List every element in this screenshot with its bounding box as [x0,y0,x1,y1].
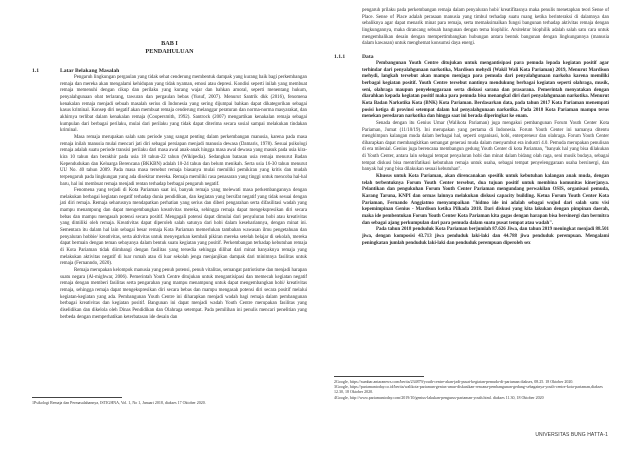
section-heading-1-1 [32,68,307,75]
footnote-divider [32,397,122,398]
chapter-label: BAB I [161,40,178,47]
paragraph: Pembangunan Youth Centre ditujukan untuk mengantisipasi para pemuda lepada kegiatan positif agar terhindar dari penyalahgunaan narkotika, Mardison mehydi (Wakil Wali Kota Pariaman) 2019, Menurut Mardison mehydi, langkah tersebut akan mampu menjaga para pemuda dari penyalahgunaan narkoba karena memiliki berbagai kegiatan positif. Youth Centre tersebut nantinya mendukung berbagai kegiatan seperti olahraga, musik, seni, olahraga maupun penyelenggaraan serta diskusi sarana dan prasarana. Pemerintah menyatakan dengan diarahkan kepada kegiatan positif maka para pemuda bisa menangkal diri dari penyalahgunaan narkotika. Menurut Kota Badan Narkotika Kota (BNK) Kota Pariaman. Berdasarkan data, pada tahun 2017 Kota Pariaman menempati posisi ketiga di provinsi setempat dalam hal penyalahgunaan narkotika. Pada 2018 Kota Pariaman mampu terus menekan peredaran narkotika dan hingga saat ini berada diperingkat ke enam. [362,60,609,120]
footnotes-right [334,373,609,400]
paragraph: Pada tahun 2018 penduduk Kota Pariaman berjumlah 87.626 Jiwa, dan tahun 2019 meningkat menjadi 88.501 jiwa, dengan komposisi 43.713 jiwa penduduk laki-laki dan 44.788 jiwa penduduk perempuan. Mengalami peningkatan jumlah penduduk laki-laki dan penduduk perempuan diperoleh sex [362,227,609,246]
section-title: Latar Belakang Masalah [60,68,120,74]
paragraph: Pengaruh lingkungan pergaulan yang tidak sehat cenderung membentuk dampak yang kurang baik bagi perkembangan remaja dan mereka akan mengalami kehidupan yang tidak nyaman, emosi atau depresi. Kondisi seperti inilah yang membuat remaja memenuhi dengan cikup dan perilaku yang kurang wajar dan bahkan amoral, seperti menentang hukum, penyalahgunaan obat terlarang, tawuran dan pergaulan bebas (Yusuf, 2007). Menurut Santrik dkk (2016), fenomena kenakalan remaja menjadi sebuah masalah serius di Indonesia yang sering dijumpai bahkan dapat dikategorikan sebagai kasus kriminal. Konsep diri negatif akan membuat remaja cenderung melanggar peraturan dan norma-norma masyarakat, dan akhirnya terlibat dalam kenakalan remaja (Coopersmith, 1992). Santrock (2007) mengartikan kenakalan remaja sebagai kumpulan dari berbagai perilaku, mulai dari perilaku yang tidak dapat diterima secara sosial sampai melakukan tindakan kriminal. [60,75,307,134]
footnote-divider [334,376,424,377]
footnote: 4Google, http://www.pariamantoday.com/2019/10/genius-lakukan-pengurus-pariaman-youth.html. diakses 11.30, 18 Oktober 2020 [334,394,544,400]
paragraph: Masa remaja merupakan salah satu periode yang sangat penting dalam perkembangan manusia, karena pada masa remaja inilah manusia mulai mencari jati diri sebagai persiapan menjadi manusia dewasa (Damaris, 1978). Sesuai psikologi remaja adalah suatu periode transisi perilaku dari masa awal anak-anak hingga masa awal dewasa yang masuk pada usia kira-kira 10 tahun dan berakhir pada usia 18 tahun-22 tahun (Wikipedia). Sedangkan batasan usia remaja menurut Badan Kependudukan dan Keluarga Berencana (BKKBN) adalah 10-24 tahun dan belum menikah. Serta usia 16-30 tahun menurut UU No. 40 tahun 2009. Pada masa masa tersebut remaja biasanya mulai memiliki pemikiran yang kritis dan mudah terpengaruh pada lingkungan yang ada disekitar mereka. Remaja memiliki rasa penasaran yang tinggi untuk mencoba hal-hal baru, hal ini membuat remaja menjadi rentan terhadap berbagai pengaruh negatif. [60,134,307,187]
section-number: 1.1.1 [334,53,346,60]
university-footer: UNIVERSITAS BUNG HATTA-1 [535,432,608,438]
paragraph: pengaruh prilaku pada perkembangan remaja dalam penyaluran hobi/ kreatifitasnya maka penulis menetapkan teori Sense of Place. Sense of Place adalah perasaan manusia yang timbul terhadap suatu ruang ketika berinteraksi di dalamnya dan sebaliknya agar dapat menarik minat para remaja, serta memaksimalkan fungsi bangunan terhadap aktivitas remaja dengan lingkungannya, maka dirancang sebuah bangunan dengan tema biophilic. Arsitektur biophilik adalah salah satu cara untuk mengembalikan desain dengan mempertimbangkan hubungan antara bentuk bangunan dengan lingkungannya (manusia dalam kawasan) untuk menghemat konsumsi daya energi. [362,8,609,47]
paragraph: Remaja merupakan kelompok manusia yang penuh potensi, penuh vitalitas, semangat patriotisme dan menjadi harapan suatu negara (Al-mighwar, 2006). Pemerintah Youth Centre ditujukan untuk mengantisipasi dan memecah kegiatan negatif remaja dengan memberi fasilitas serta pengarahan yang mampu menampung untuk dapat mengembangkan hobi/ kreativitas remaja, sehingga remaja dapat mengekspresikan diri secara bebas dan mampu mengasah potensi diri secara positif melalui kegiatan-kegiatan yang ada. Pembangunan Youth Centre ini diharapkan menjadi wadah bagi remaja dalam pembangunan berbagai kreativitas dan kegiatan positif. Bangunan ini dapat menjadi wadah Youth Centre merupakan fasilitas yang diselidikan dan dikelola oleh Dinas Pendidikan dan Olahraga setempat. Pada pemilihan ini penulis mencari penelitian yang berbeda dengan memperhatikan keterbatasan ide desain dan [60,268,307,320]
footnotes-left [32,394,307,405]
footnote: 2Google, https://sumbar.antaranews.com/berita/234879/youth-centre-akan-jadi-pusat-kegiatan-pemuda-di-pariaman diakses, 08.25. 18 Oktober 2020. [334,379,574,384]
footnote: 1Psikologi Remaja dan Permasalahannya, ISTIGHNA, Vol. 1, No 1, Januari 2018, diakses 17 Oktober 2020. [32,400,206,405]
paragraph: Senada dengan itu Genius Umar (Walikota Pariaman) juga mengakui pembangunan Forum Youth Center Kota Pariaman, Jumat (11/10/19). Ini merupakan yang pertama di Indonesia. Forum Youth Center ini namanya ditentu menghimpun kalangan muda dalam berbagai hal, seperti organisasi, hobi, enterpreneur dan olahraga. Forum Youth Center diharapkan dapat membangkitkan semangat generasi muda dalam menyambut era industri 4.0. Pemuda merupakan penulisan di era milenial. Genius juga berencana membangun gedung Youth Center di kota Pariaman, "banyak hal yang bisa dilakukan di Youth Center, antara lain sebagai tempat penyaluran hobi dan minat dalam bidang olah raga, seni musik budaya, sebagai tempat diskusi bisa mentrifatikasi kebutuhan remaja untuk usaha, sebagai tempat penyelenggaraan usaha bersinergi, dan banyak hal yang bisa dilakukan sesuai kebutuhan". [362,120,609,173]
paragraph: Fenomena yang terjadi di Kota Pariaman saat ini, banyak remaja yang melewati masa perkembangannya dengan melakukan berbagai kegiatan negatif terhadap dunia pendidikan, dan kegiatan yang bersifat negatif yang tidak sesuai dengan jati diri remaja. Remaja seharusnya mendapatkan perhatian yang serius dan diberi pengarahan serta difasilitasi wadah yang mampu menampung dan dapat mengembangkan kreativitas mereka, sehingga remaja dapat mengekspresikan diri secara bebas dan mampu mengasah potensi secara positif. Mengagali potensi dapat dimulai dari penyaluran hobi atau kreativitas yang dimiliki oleh remaja. Kreativitas dapat diperoleh salah satunya dari hobi dalam kesehariannya, dengan minat ini. Sementara itu dalam hal lain sebagai besar remaja Kota Pariaman memerlukan tambahan wawasan ilmu pengetahuan dan penyaluran hobbie/ kreativitas, serta aktivitas untuk menyegarkan kembali pikiran mereka setelah belajar di sekolah, mereka dapat bermain dengan teman sebayanya dalam bentuk suatu kegiatan yang positif. Perkembangan terhadap kebutuhan remaja di Kota Pariaman tidak diimbangi dengan fasilitas yang tersedia sehingga dilihat dari minat banyaknya remaja yang melakukan aktivitas negatif di luar rumah atau di luar sekolah jenga menjanjikan dampak dari minimnya fasilitas untuk remaja (Fernanndo, 2020). [60,188,307,267]
chapter-heading [32,40,307,56]
section-number: 1.1 [32,68,39,74]
section-title: Data [362,53,374,60]
section-heading-1-1-1 [334,54,609,61]
chapter-title: PENDAHULUAN [145,48,194,55]
right-column [334,8,609,247]
left-column [32,40,307,321]
footnote: 3Google, https://pariamantoday.co.id/berita/walikota-pariaman-genius-umar-diskusikan-rencana-pembangunan-gedung-sebagainya-youth-centre-kota-pariaman,diakses 12.30, 18 Oktober 2020. [334,384,603,395]
paragraph: Khusus untuk Kota Pariaman, akan direncanakan spesifik untuk kebutuhan kalangan anak muda, dengan telah terbentuknya Forum Youth Center tersebut, dua tujuan positif untuk membina komunitas kinerjanya. Pelantikan dan pengukuhan Forum Youth Center Pariaman mengundang perwakilan OSIS, organisasi pemuda, Karang Taruna, KNPI dan ormas lainnya melakukan diskusi capacity building. Ketua Forum Youth Center Kota Pariaman, Fernando Anggiatmo menyampaikan "hidmo ide ini adalah sebagai wujud dari salah satu visi kepemimpinan Genius - Mardison ketika Pilkada 2018. Dari diskusi yang kita lakukan dengan pimpinan daerah, maka ide pembentukan Forum Youth Center Kota Pariaman kita gagas dengan harapan bisa bersinergi dan bermitra dan sebagai ajang perkumpulan dari para pemuda dalam suatu pusat tempat atau wadah". [362,174,609,226]
